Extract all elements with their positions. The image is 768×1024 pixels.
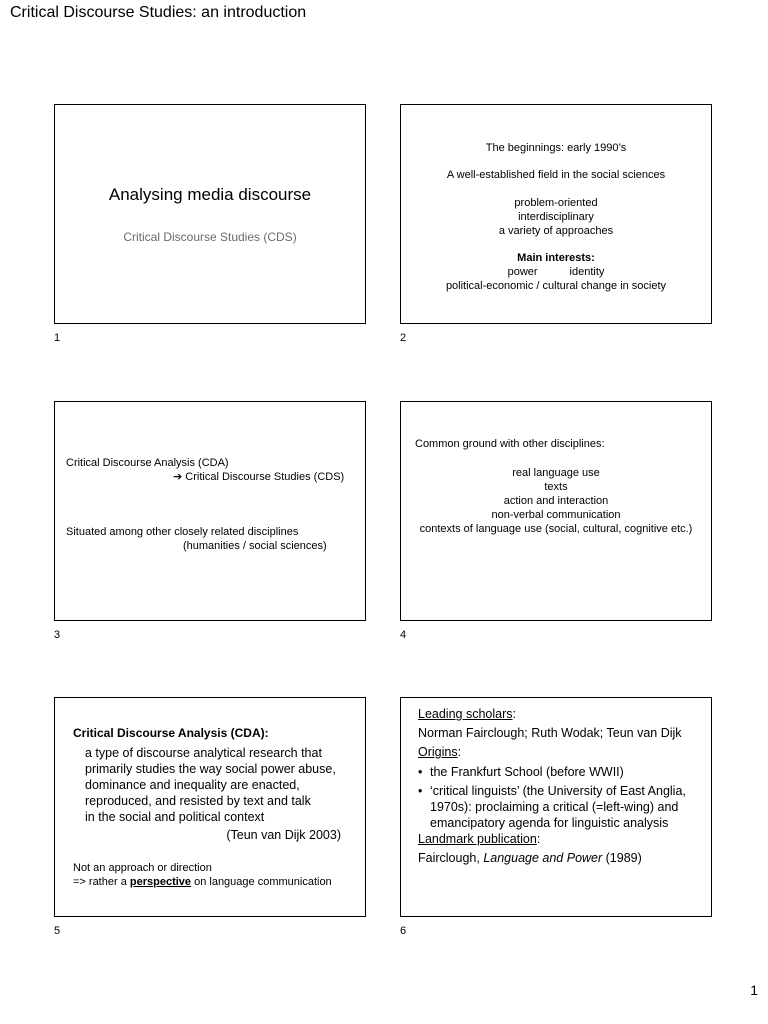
slide-1 (54, 104, 366, 324)
slide-2-number: 2 (400, 332, 407, 344)
slide-5-note2-pre: => rather a (73, 876, 130, 888)
slide-5-heading (73, 726, 269, 740)
page-number: 1 (750, 982, 758, 998)
slide-5-note2 (73, 875, 332, 889)
slide-6-origins-colon: : (457, 745, 462, 759)
slide-2-line2: A well-established field in the social sciences (446, 169, 666, 181)
slide-3-line2-row (173, 470, 344, 484)
slide-6-pub-title: Language and Power (483, 851, 603, 865)
slide-6-publication (418, 850, 708, 866)
slide-4-heading: Common ground with other disciplines: (415, 438, 605, 450)
slide-5-heading-colon: : (264, 726, 269, 740)
slide-3-line1: Critical Discourse Analysis (CDA) (66, 457, 229, 469)
slide-3 (54, 401, 366, 621)
slide-2-interest-identity: identity (569, 266, 605, 278)
slide-6-pub-author: Fairclough, (418, 851, 484, 865)
slide-5-definition-line: primarily studies the way social power abuse, (85, 762, 336, 776)
slide-5-definition-line: a type of discourse analytical research that (85, 746, 322, 760)
slide-6-origins-list (418, 764, 708, 831)
slide-4-item: contexts of language use (social, cultural, cognitive etc.) (419, 523, 693, 535)
slide-4-item: real language use (512, 467, 600, 479)
slide-2-traits (401, 196, 711, 238)
slide-4-item: texts (544, 481, 568, 493)
slide-2-interests-heading: Main interests: (517, 252, 595, 264)
slide-3-line4: (humanities / social sciences) (183, 540, 327, 552)
slide-6-landmark-colon: : (536, 832, 541, 846)
slide-6-landmark-heading (418, 831, 708, 847)
slide-6-leading-label: Leading scholars (418, 707, 513, 721)
slide-6-number: 6 (400, 925, 407, 937)
slide-2-trait: a variety of approaches (498, 225, 614, 237)
slide-5-definition-line: reproduced, and resisted by text and talk (85, 794, 311, 808)
document-title: Critical Discourse Studies: an introduction (10, 4, 307, 21)
slide-5-heading-text: Critical Discourse Analysis (CDA) (73, 726, 265, 740)
slide-3-line2: Critical Discourse Studies (CDS) (185, 471, 345, 483)
slide-5-definition-line: dominance and inequality are enacted, (85, 778, 300, 792)
arrow-right-icon: ➔ (173, 471, 183, 483)
slide-5-number: 5 (54, 925, 61, 937)
slide-3-number: 3 (54, 629, 61, 641)
slide-2-interests-row (401, 265, 711, 279)
slide-5-citation: (Teun van Dijk 2003) (226, 828, 341, 842)
slide-5-note1: Not an approach or direction (73, 862, 212, 874)
slide-2-trait: problem-oriented (514, 197, 598, 209)
slide-5 (54, 697, 366, 917)
slide-6-landmark-label: Landmark publication (418, 832, 537, 846)
slide-4 (400, 401, 712, 621)
slide-2 (400, 104, 712, 324)
slide-6-origin-item: • ‘critical linguists’ (the University of East Anglia, 1970s): proclaiming a critical (=left-wing) and emancipatory agenda for linguistic analysis (418, 783, 704, 831)
slide-4-list (401, 466, 711, 536)
slide-6-origin-item: • the Frankfurt School (before WWII) (418, 764, 704, 780)
slide-6-leading-heading (418, 706, 708, 722)
slide-5-note2-emphasis: perspective (129, 876, 192, 888)
slide-1-title: Analysing media discourse (108, 185, 312, 204)
slide-6 (400, 697, 712, 917)
slide-1-subtitle: Critical Discourse Studies (CDS) (123, 230, 297, 244)
slide-2-interest-power: power (507, 266, 538, 278)
slide-6-origins-heading (418, 744, 708, 760)
slide-2-trait: interdisciplinary (518, 211, 594, 223)
slide-6-leading-colon: : (512, 707, 516, 721)
slide-6-pub-year: (1989) (602, 851, 642, 865)
slide-4-number: 4 (400, 629, 407, 641)
slide-2-line1: The beginnings: early 1990’s (485, 142, 627, 154)
slide-5-note2-post: on language communication (191, 876, 332, 888)
slide-3-line3: Situated among other closely related disciplines (66, 526, 299, 538)
slide-6-scholars: Norman Fairclough; Ruth Wodak; Teun van Dijk (418, 726, 682, 740)
slide-6-origins-label: Origins (418, 745, 458, 759)
slide-4-item: non-verbal communication (491, 509, 621, 521)
slide-4-item: action and interaction (503, 495, 609, 507)
slide-5-definition (85, 745, 336, 825)
slide-6-content (418, 706, 708, 866)
slide-2-interest-change: political-economic / cultural change in society (445, 280, 667, 292)
slide-1-number: 1 (54, 332, 61, 344)
slide-5-definition-line: in the social and political context (85, 810, 265, 824)
